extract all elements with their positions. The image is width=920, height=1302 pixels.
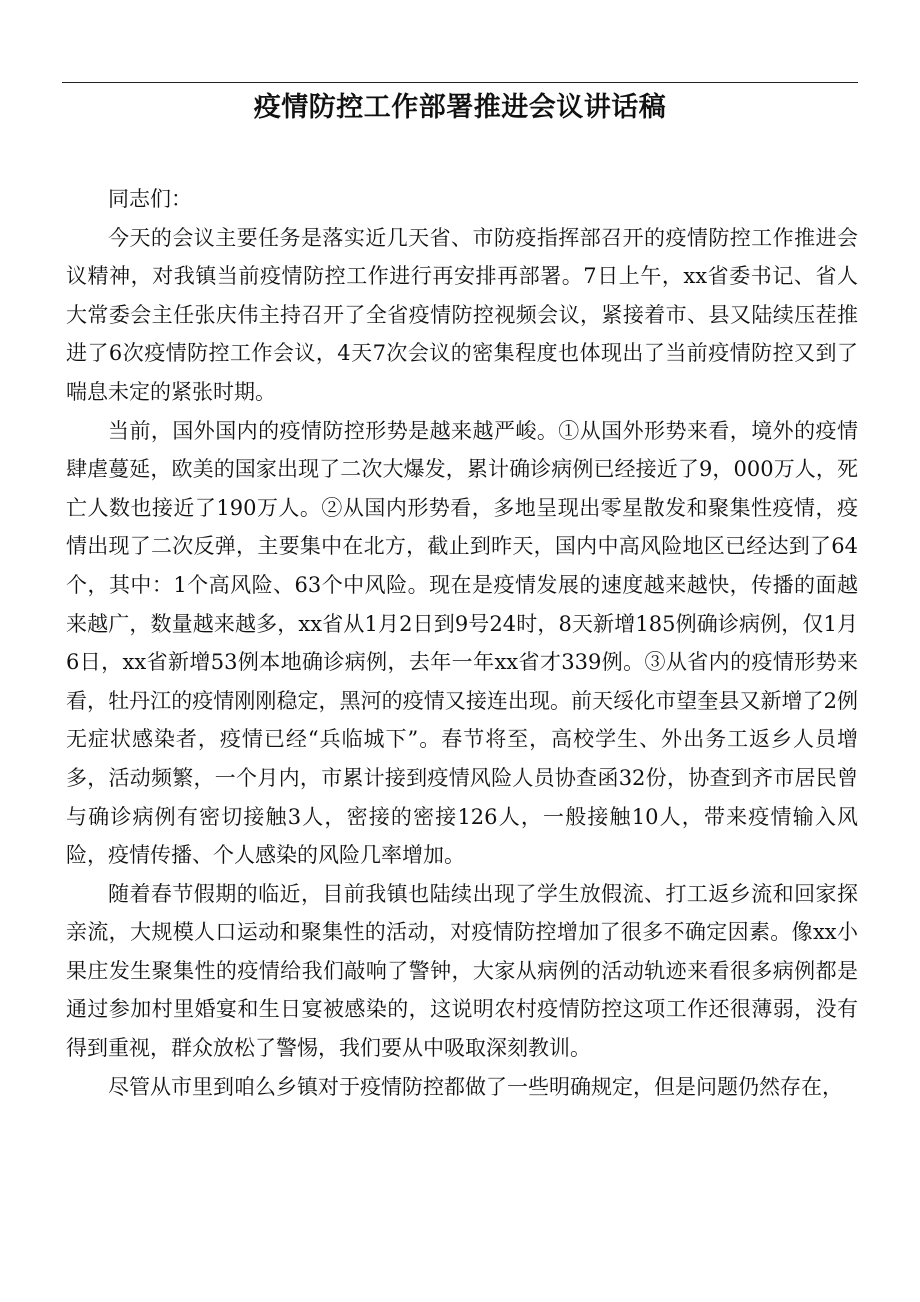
document-title: 疫情防控工作部署推进会议讲话稿 bbox=[253, 92, 667, 123]
paragraph-1: 今天的会议主要任务是落实近几天省、市防疫指挥部召开的疫情防控工作推进会议精神，对我镇当前疫情防控工作进行再安排再部署。7日上午，xx省委书记、省人大常委会主任张庆伟主持召开了全省疫情防控视频会议，紧接着市、县又陆续压茬推进了6次疫情防控工作会议，4天7次会议的密集程度也体现出了当前疫情防控又到了喘息未定的紧张时期。 bbox=[66, 225, 858, 404]
document-body bbox=[66, 180, 858, 1106]
salutation: 同志们： bbox=[108, 187, 192, 211]
paragraph-3: 随着春节假期的临近，目前我镇也陆续出现了学生放假流、打工返乡流和回家探亲流，大规模人口运动和聚集性的活动，对疫情防控增加了很多不确定因素。像xx小果庄发生聚集性的疫情给我们敲响了警钟，大家从病例的活动轨迹来看很多病例都是通过参加村里婚宴和生日宴被感染的，这说明农村疫情防控这项工作还很薄弱，没有得到重视，群众放松了警惕，我们要从中吸取深刻教训。 bbox=[66, 881, 858, 1061]
paragraph-2: 当前，国外国内的疫情防控形势是越来越严峻。①从国外形势来看，境外的疫情肆虐蔓延，欧美的国家出现了二次大爆发，累计确诊病例已经接近了9，000万人，死亡人数也接近了190万人。②从国内形势看，多地呈现出零星散发和聚集性疫情，疫情出现了二次反弹，主要集中在北方，截止到昨天，国内中高风险地区已经达到了64个，其中：1个高风险、63个中风险。现在是疫情发展的速度越来越快，传播的面越来越广，数量越来越多，xx省从1月2日到9号24时，8天新增185例确诊病例，仅1月6日，xx省新增53例本地确诊病例，去年一年xx省才339例。③从省内的疫情形势来看，牡丹江的疫情刚刚稳定，黑河的疫情又接连出现。前天绥化市望奎县又新增了2例无症状感染者，疫情已经“兵临城下”。春节将至，高校学生、外出务工返乡人员增多，活动频繁，一个月内，市累计接到疫情风险人员协查函32份，协查到齐市居民曾与确诊病例有密切接触3人，密接的密接126人，一般接触10人，带来疫情输入风险，疫情传播、个人感染的风险几率增加。 bbox=[66, 418, 858, 868]
header-rule bbox=[62, 82, 858, 83]
paragraph-4: 尽管从市里到咱么乡镇对于疫情防控都做了一些明确规定，但是问题仍然存在， bbox=[108, 1074, 843, 1099]
